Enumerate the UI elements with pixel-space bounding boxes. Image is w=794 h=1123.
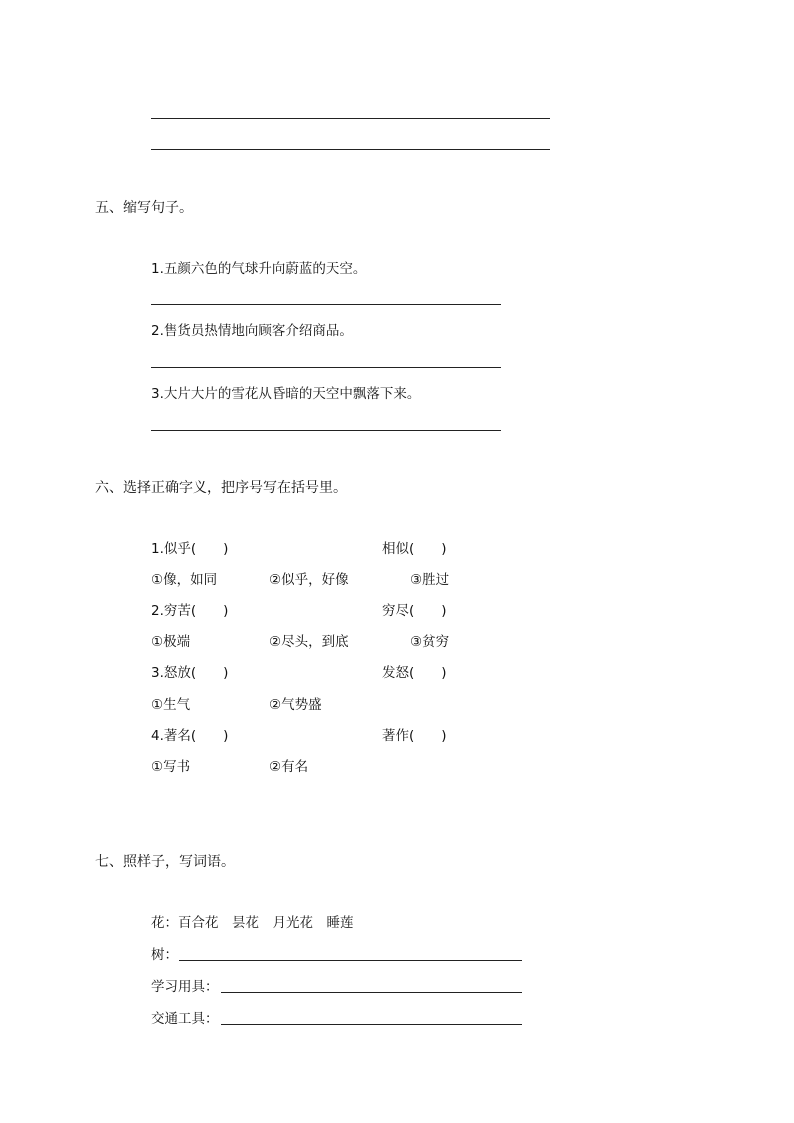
word-fanu: 发怒( ): [382, 665, 447, 681]
option: ①写书: [151, 759, 191, 775]
word-sihu: 1.似乎( ): [151, 541, 229, 557]
option: ①极端: [151, 634, 191, 650]
section-5-heading: 五、缩写句子。: [95, 200, 193, 216]
example-line: 花：百合花 昙花 月光花 睡莲: [151, 915, 354, 931]
answer-line: [151, 149, 550, 150]
word-nufang: 3.怒放( ): [151, 665, 229, 681]
word-zhuming: 4.著名( ): [151, 728, 229, 744]
word-zhuzuo: 著作( ): [382, 728, 447, 744]
answer-line: [151, 430, 501, 431]
option: ③贫穷: [410, 634, 450, 650]
option: ①像，如同: [151, 572, 218, 588]
section-5-item-2: 2.售货员热情地向顾客介绍商品。: [151, 323, 353, 339]
answer-line: [151, 367, 501, 368]
word-xiangsi: 相似( ): [382, 541, 447, 557]
prompt-school-supplies: 学习用具：: [151, 979, 219, 995]
section-6-heading: 六、选择正确字义，把序号写在括号里。: [95, 480, 347, 496]
answer-line: [221, 1024, 522, 1025]
section-7-heading: 七、照样子，写词语。: [95, 854, 235, 870]
option: ②有名: [269, 759, 309, 775]
section-5-item-1: 1.五颜六色的气球升向蔚蓝的天空。: [151, 261, 367, 277]
answer-line: [151, 118, 550, 119]
option: ②气势盛: [269, 697, 322, 713]
answer-line: [179, 960, 522, 961]
word-qiongjin: 穷尽( ): [382, 603, 447, 619]
option: ③胜过: [410, 572, 450, 588]
word-qiongku: 2.穷苦( ): [151, 603, 229, 619]
prompt-tree: 树：: [151, 947, 178, 963]
section-5-item-3: 3.大片大片的雪花从昏暗的天空中飘落下来。: [151, 386, 421, 402]
answer-line: [151, 304, 501, 305]
answer-line: [221, 992, 522, 993]
option: ②似乎，好像: [269, 572, 349, 588]
option: ②尽头，到底: [269, 634, 349, 650]
prompt-transport: 交通工具：: [151, 1011, 219, 1027]
option: ①生气: [151, 697, 191, 713]
